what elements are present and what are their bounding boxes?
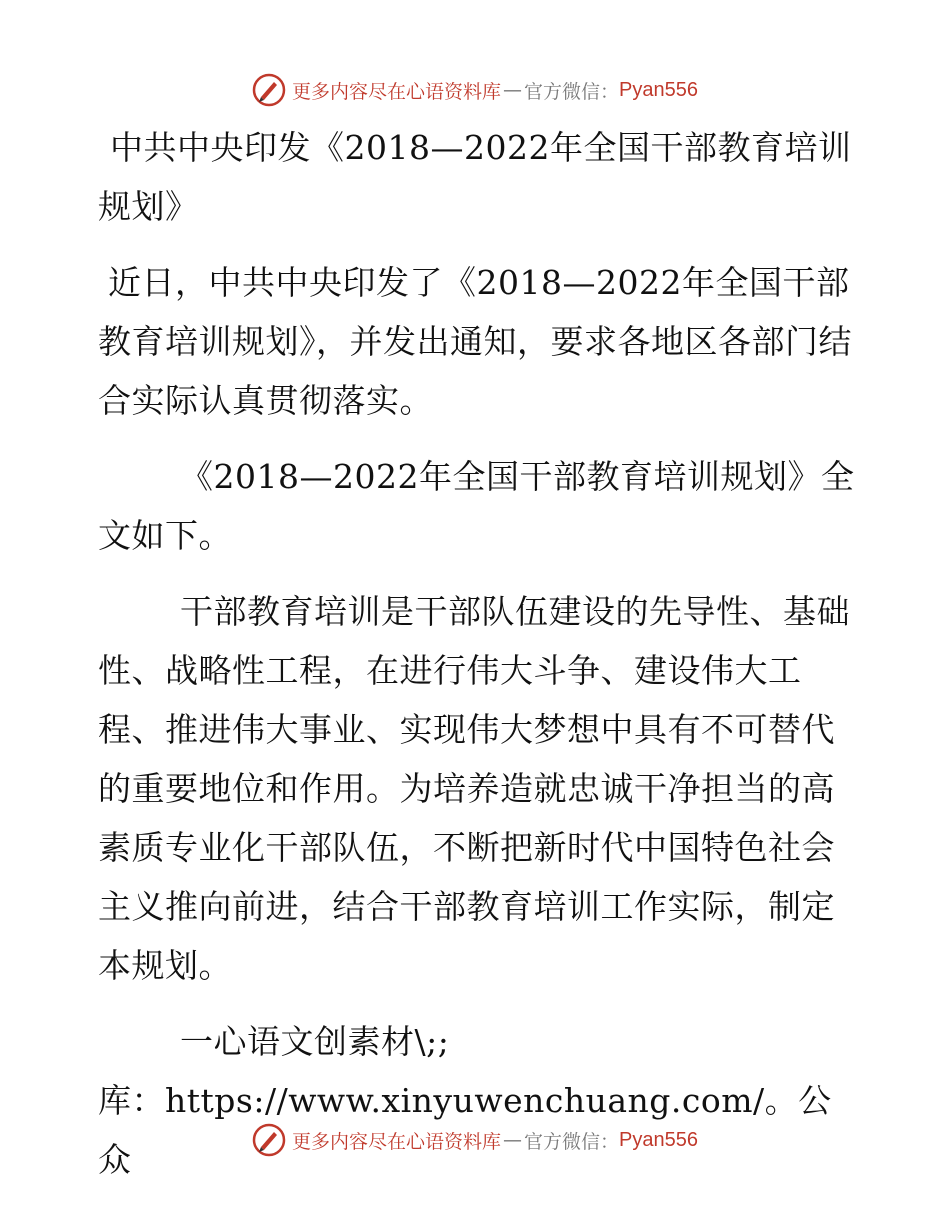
wechat-label: 官方微信：	[524, 1130, 620, 1153]
source-prefix: 一心语文创素材\;;	[180, 1022, 450, 1061]
paragraph-intro: 《2018—2022年全国干部教育培训规划》全文如下。	[98, 457, 855, 555]
paragraph-main: 干部教育培训是干部队伍建设的先导性、基础性、战略性工程，在进行伟大斗争、建设伟大工程、推进伟大事业、实现伟大梦想中具有不可替代的重要地位和作用。为培养造就忠诚干净担当的高素质专业化干部队伍，不断把新时代中国特色社会主义推向前进，结合干部教育培训工作实际，制定本规划。	[98, 592, 850, 985]
paragraph-lead: 近日，中共中央印发了《2018—2022年全国干部教育培训规划》，并发出通知，要求各地区各部门结合实际认真贯彻落实。	[98, 263, 852, 420]
banner-slogan: 更多内容尽在心语资料库	[292, 80, 502, 103]
header-banner	[0, 70, 950, 110]
wechat-id: Pyan556	[619, 1128, 698, 1151]
document-title: 中共中央印发《2018—2022年全国干部教育培训规划》	[98, 128, 852, 226]
source-url-line[interactable]: 库：https://www.xinyuwenchuang.com/。公众	[98, 1081, 832, 1179]
document-body	[98, 118, 858, 1189]
wechat-label: 官方微信：	[524, 80, 620, 103]
banner-slogan: 更多内容尽在心语资料库	[292, 1130, 502, 1153]
footer-banner	[0, 1120, 950, 1160]
pen-logo-icon	[252, 73, 286, 107]
pen-logo-icon	[252, 1123, 286, 1157]
wechat-id: Pyan556	[619, 78, 698, 101]
banner-separator: —	[503, 79, 523, 101]
banner-separator: —	[503, 1129, 523, 1151]
